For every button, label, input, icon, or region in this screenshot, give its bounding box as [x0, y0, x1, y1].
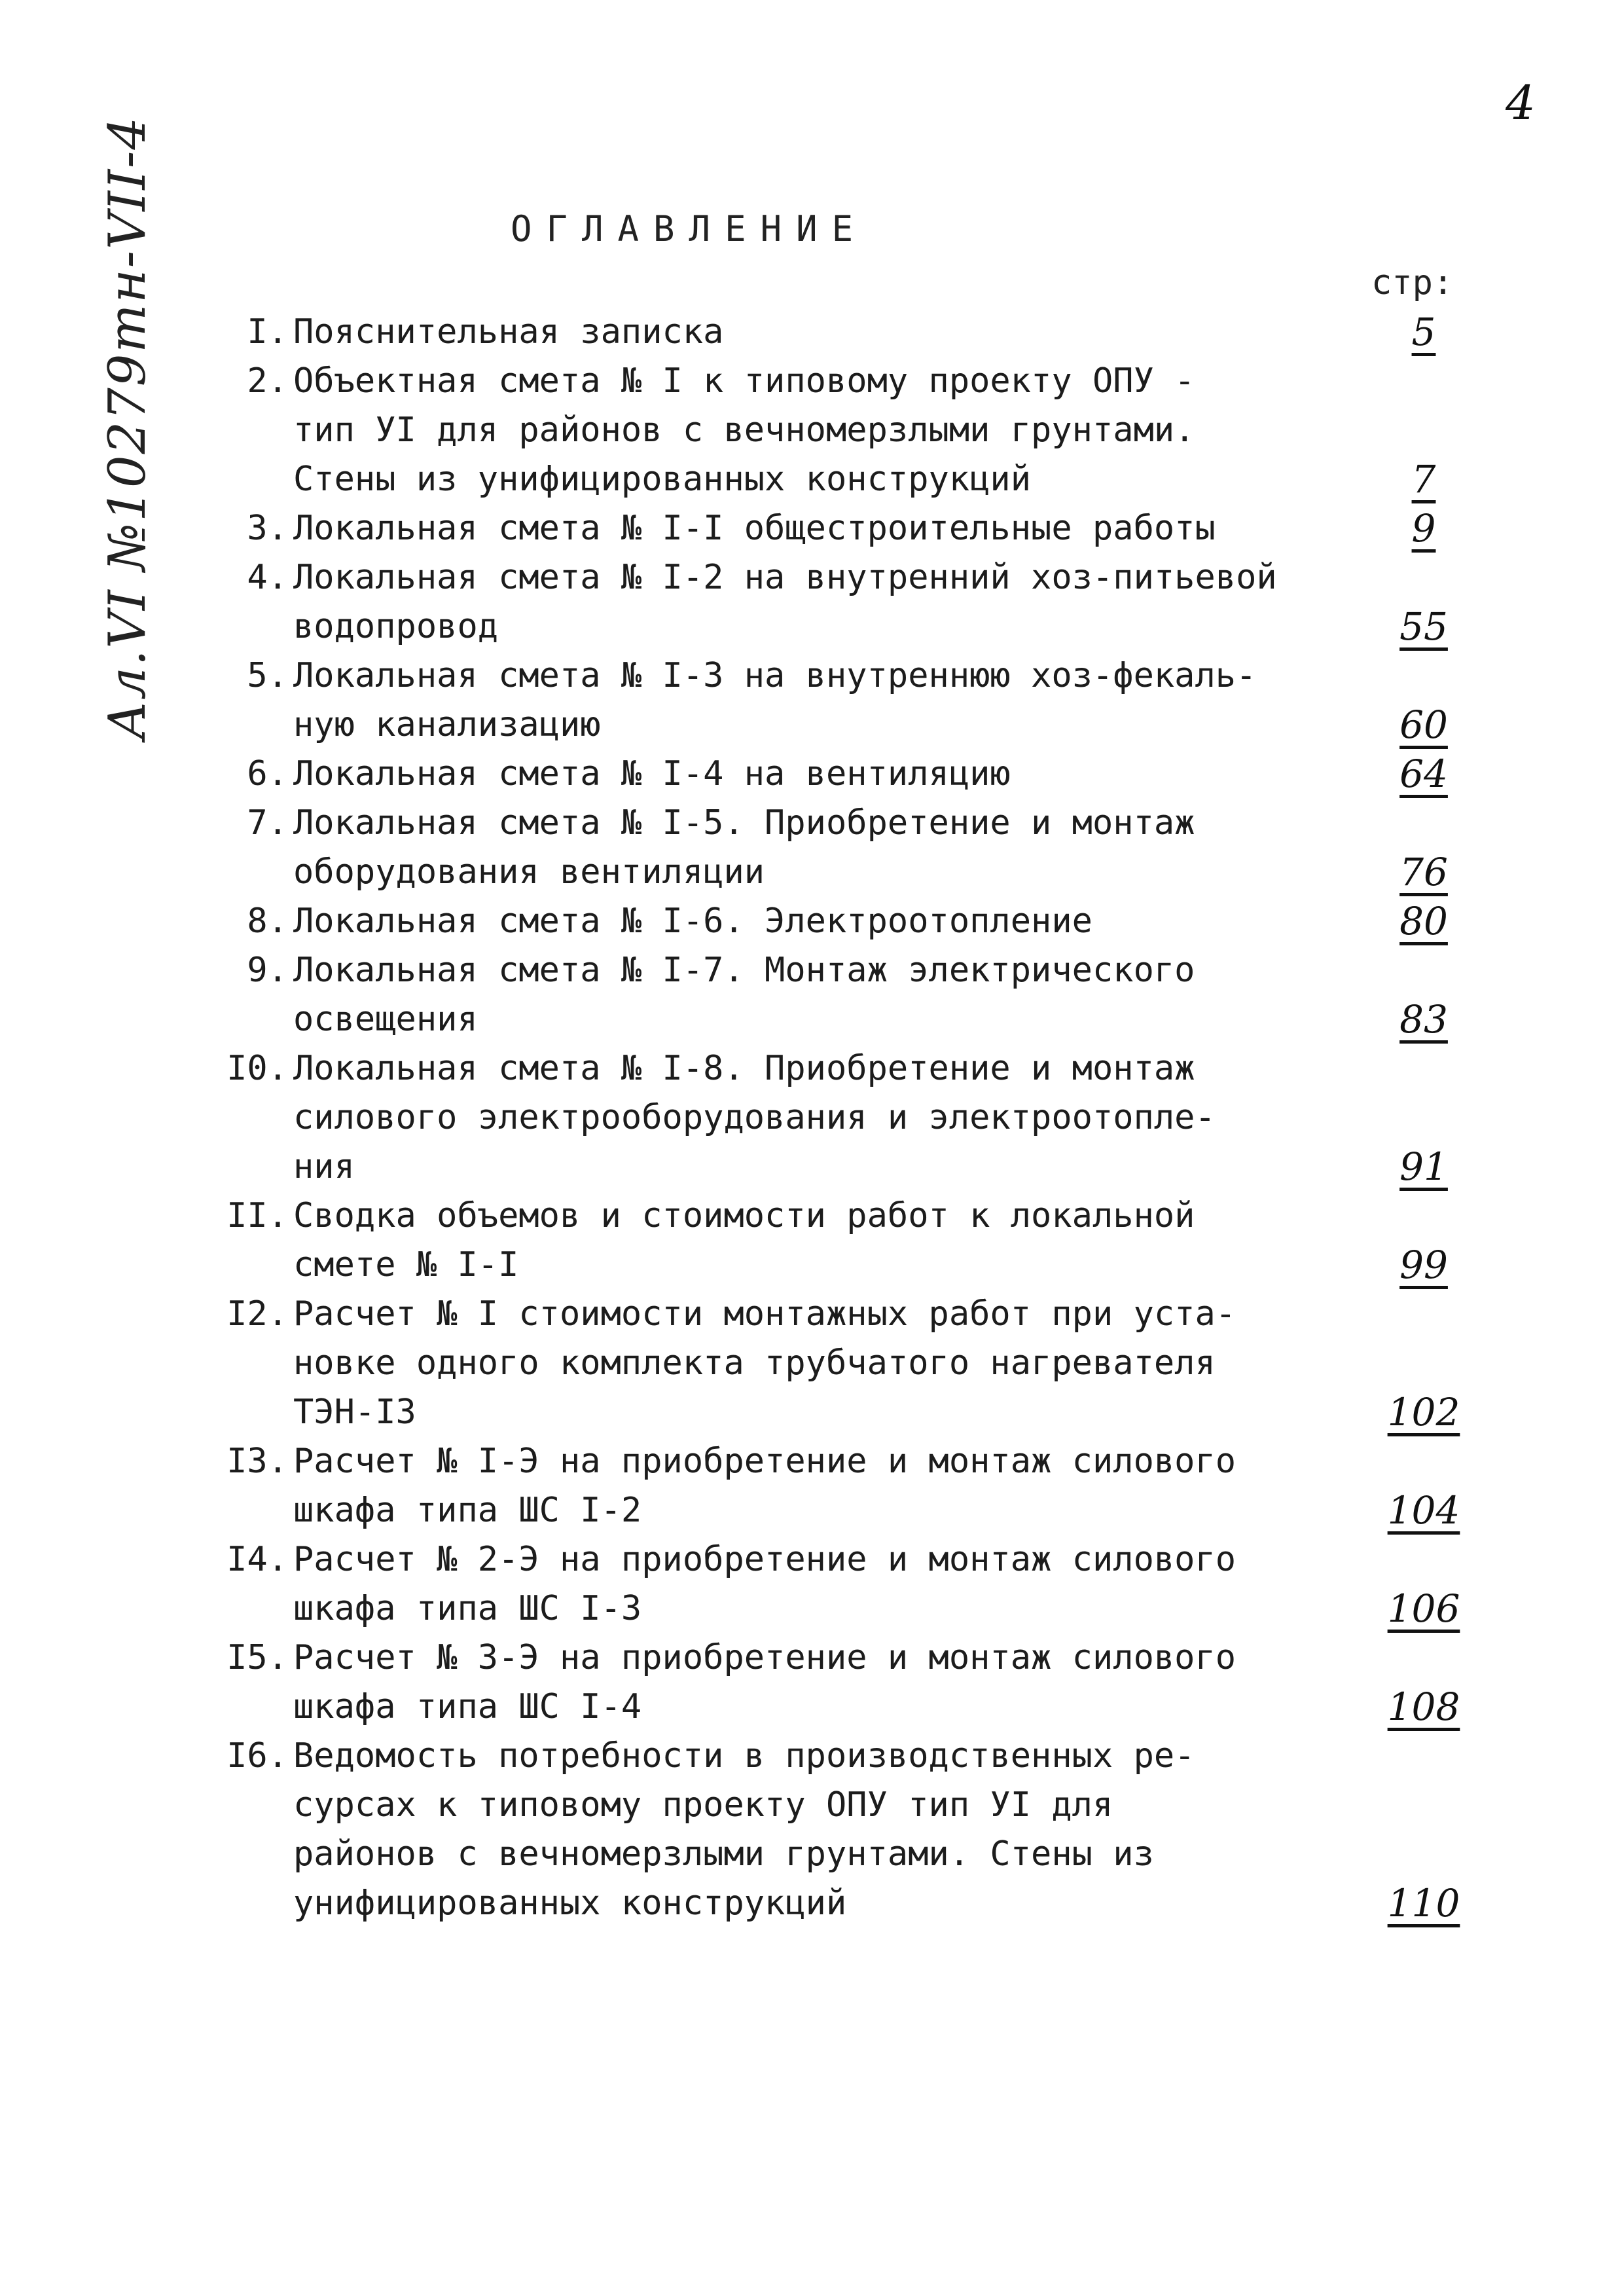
entry-title: [293, 946, 1301, 1044]
entry-title-line: Локальная смета № I-8. Приобретение и монтаж: [293, 1049, 1195, 1088]
page-number: 4: [1506, 75, 1536, 130]
entry-number: 5.: [247, 656, 288, 695]
entry-title-line: ную канализацию: [293, 705, 601, 744]
page-column-header: стр:: [1371, 263, 1454, 302]
entry-number: 9.: [247, 951, 288, 990]
entry-page-number: 64: [1399, 752, 1448, 796]
entry-title-line: Локальная смета № I-4 на вентиляцию: [293, 754, 1011, 793]
entry-title-line: шкафа типа ШС I-4: [293, 1687, 642, 1726]
entry-page-number: 104: [1387, 1488, 1460, 1533]
entry-number: I.: [247, 312, 288, 352]
entry-number: 4.: [247, 558, 288, 597]
entry-title: [293, 357, 1301, 504]
entry-page-number: 7: [1411, 457, 1436, 501]
entry-title-line: Пояснительная записка: [293, 312, 724, 352]
entry-title-line: Локальная смета № I-6. Электроотопление: [293, 902, 1092, 941]
entry-title: [293, 897, 1301, 946]
entry-page-number: 110: [1387, 1881, 1460, 1925]
entry-number: I5.: [226, 1638, 288, 1677]
entry-number: I6.: [226, 1736, 288, 1776]
entry-title-line: Расчет № I-Э на приобретение и монтаж силового: [293, 1442, 1236, 1481]
entry-title: [293, 651, 1301, 750]
page-title: ОГЛАВЛЕНИЕ: [511, 208, 868, 249]
entry-page-number: 76: [1399, 850, 1448, 894]
entry-title-line: Расчет № 2-Э на приобретение и монтаж силового: [293, 1540, 1236, 1579]
entry-title-line: унифицированных конструкций: [293, 1884, 847, 1923]
entry-title: [293, 553, 1301, 651]
entry-title-line: освещения: [293, 1000, 478, 1039]
entry-page-number: 9: [1411, 506, 1436, 551]
entry-title-line: Ведомость потребности в производственных ре-: [293, 1736, 1195, 1776]
entry-title-line: Локальная смета № I-2 на внутренний хоз-питьевой: [293, 558, 1277, 597]
entry-title-line: оборудования вентиляции: [293, 852, 765, 892]
entry-title-line: смете № I-I: [293, 1245, 519, 1285]
entry-number: I0.: [226, 1049, 288, 1088]
entry-title: [293, 1633, 1301, 1732]
entry-title-line: Локальная смета № I-5. Приобретение и монтаж: [293, 803, 1195, 843]
entry-title-line: Локальная смета № I-7. Монтаж электрического: [293, 951, 1195, 990]
entry-title-line: Стены из унифицированных конструкций: [293, 460, 1032, 499]
entry-page-number: 91: [1399, 1144, 1448, 1189]
entry-number: 7.: [247, 803, 288, 843]
entry-title-line: силового электрооборудования и электроотопле-: [293, 1098, 1216, 1137]
entry-title-line: Расчет № 3-Э на приобретение и монтаж силового: [293, 1638, 1236, 1677]
entry-title-line: Объектная смета № I к типовому проекту ОПУ -: [293, 361, 1195, 401]
entry-page-number: 60: [1399, 702, 1448, 747]
entry-page-number: 5: [1411, 310, 1436, 354]
entry-title: [293, 1044, 1301, 1192]
archive-side-note: Ал.VI №10279тн-VII-4: [98, 115, 157, 740]
entry-number: I3.: [226, 1442, 288, 1481]
entry-title-line: тип УI для районов с вечномерзлыми грунтами.: [293, 410, 1195, 450]
entry-number: 2.: [247, 361, 288, 401]
entry-page-number: 99: [1399, 1243, 1448, 1287]
entry-title: [293, 1732, 1301, 1928]
entry-title-line: Локальная смета № I-3 на внутреннюю хоз-фекаль-: [293, 656, 1257, 695]
entry-title: [293, 750, 1301, 799]
entry-page-number: 102: [1387, 1390, 1460, 1434]
entry-title-line: шкафа типа ШС I-2: [293, 1491, 642, 1530]
entry-title-line: водопровод: [293, 607, 499, 646]
entry-title: [293, 1192, 1301, 1290]
entry-title-line: Расчет № I стоимости монтажных работ при уста-: [293, 1294, 1236, 1334]
entry-title-line: ния: [293, 1147, 355, 1186]
entry-page-number: 80: [1399, 899, 1448, 943]
entry-title-line: Сводка объемов и стоимости работ к локальной: [293, 1196, 1195, 1235]
entry-title-line: сурсах к типовому проекту ОПУ тип УI для: [293, 1785, 1113, 1825]
entry-number: 8.: [247, 902, 288, 941]
entry-number: I4.: [226, 1540, 288, 1579]
entry-title: [293, 799, 1301, 897]
entry-title-line: Локальная смета № I-I общестроительные работы: [293, 509, 1216, 548]
entry-title: [293, 1437, 1301, 1535]
entry-page-number: 108: [1387, 1685, 1460, 1729]
entry-number: II.: [226, 1196, 288, 1235]
entry-page-number: 83: [1399, 997, 1448, 1042]
entry-number: I2.: [226, 1294, 288, 1334]
entry-title-line: районов с вечномерзлыми грунтами. Стены из: [293, 1834, 1154, 1874]
entry-title: [293, 504, 1301, 553]
entry-title-line: шкафа типа ШС I-3: [293, 1589, 642, 1628]
entry-number: 3.: [247, 509, 288, 548]
entry-page-number: 106: [1387, 1586, 1460, 1631]
entry-title: [293, 1535, 1301, 1633]
entry-title-line: ТЭН-I3: [293, 1393, 416, 1432]
entry-title: [293, 1290, 1301, 1437]
entry-title-line: новке одного комплекта трубчатого нагревателя: [293, 1343, 1216, 1383]
entry-page-number: 55: [1399, 604, 1448, 649]
entry-number: 6.: [247, 754, 288, 793]
entry-title: [293, 308, 1301, 357]
